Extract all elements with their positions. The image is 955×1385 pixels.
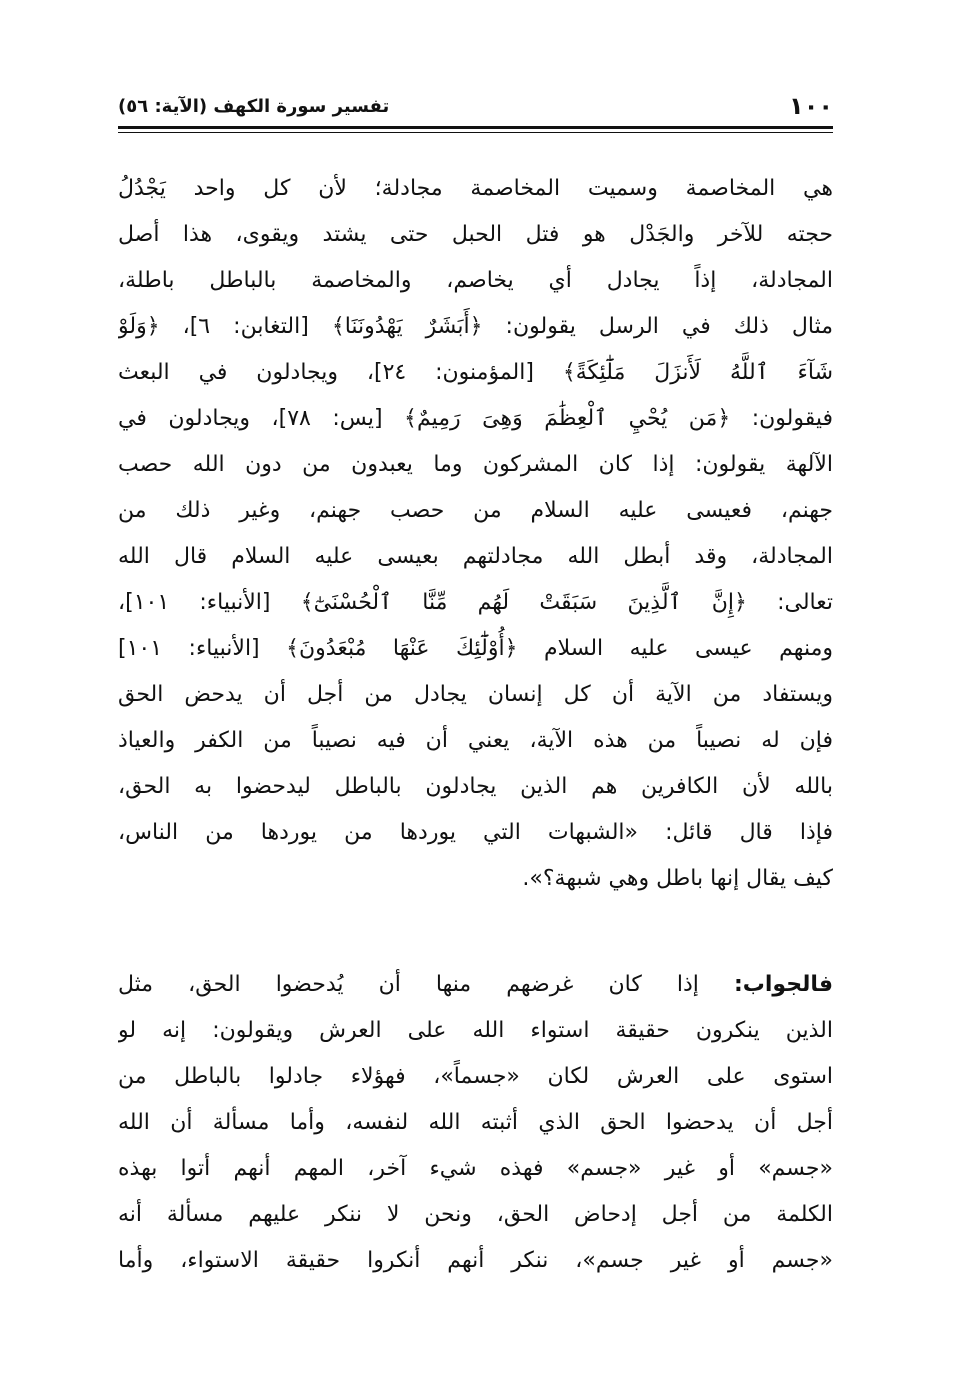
text-line: «جسم» أو غير «جسم» فهذه شيء آخر، المهم أنهم أتوا بهذه (118, 1156, 833, 1181)
text-line: مثال ذلك في الرسل يقولون: ﴿أَبَشَرٌ يَهْدُونَنَا﴾ [التغابن: ٦]، ﴿وَلَوْ (118, 314, 833, 339)
text-line: استوى على العرش لكان «جسماً»، فهؤلاء جادلوا بالباطل من (118, 1064, 833, 1089)
text-line: فيقولون: ﴿مَن يُحْيِ ٱلْعِظَٰمَ وَهِىَ رَمِيمٌ﴾ [يس: ٧٨]، ويجادلون في (118, 406, 833, 431)
text-line: تعالى: ﴿إِنَّ ٱلَّذِينَ سَبَقَتْ لَهُم مِّنَّا ٱلْحُسْنَىٰٓ﴾ [الأنبياء: ١٠١]، (118, 590, 833, 615)
text-line: «جسم أو غير جسم»، ننكر أنهم أنكروا حقيقة الاستواء، وأما (118, 1248, 833, 1273)
running-title: تفسير سورة الكهف (الآية: ٥٦) (118, 95, 390, 117)
text-line: حجته للآخر والجَدْل هو فتل الحبل حتى يشتد ويقوى، هذا أصل (118, 222, 833, 247)
header-rule-thick (118, 126, 833, 129)
text-line: المجادلة، إذاً يجادل أي يخاصم، والمخاصمة بالباطل باطلة، (118, 268, 833, 293)
page-header (118, 88, 833, 124)
text-line: الذين ينكرون حقيقة استواء الله على العرش ويقولون: إنه لو (118, 1018, 833, 1043)
paragraph-2 (118, 962, 833, 1284)
text-line: كيف يقال إنها باطل وهي شبهة؟». (522, 866, 833, 891)
text-fragment: إذا كان غرضهم منها أن يُدحضوا الحق، مثل (118, 972, 734, 997)
text-line: أجل أن يدحضوا الحق الذي أثبته الله لنفسه، وأما مسألة أن الله (118, 1110, 833, 1135)
paragraph-1 (118, 166, 833, 902)
text-line-first (118, 962, 833, 1008)
text-line: ومنهم عيسى عليه السلام ﴿أُوْلَٰٓئِكَ عَنْهَا مُبْعَدُونَ﴾ [الأنبياء: ١٠١] (118, 636, 833, 661)
text-line: الكلمة من أجل إدحاض الحق، ونحن لا ننكر عليهم مسألة أنه (118, 1202, 833, 1227)
text-line: فإذا قال قائل: «الشبهات التي يوردها من يوردها من الناس، (118, 820, 833, 845)
text-line: شَآءَ ٱللَّهُ لَأَنزَلَ مَلَٰٓئِكَةً﴾ [المؤمنون: ٢٤]، ويجادلون في البعث (118, 360, 833, 385)
text-line: ويستفاد من الآية أن كل إنسان يجادل من أجل أن يدحض الحق (118, 682, 833, 707)
page-number: ١٠٠ (789, 92, 833, 120)
answer-lead: فالجواب: (733, 972, 833, 997)
text-line: جهنم، فعيسى عليه السلام من حصب جهنم، وغير ذلك من (118, 498, 833, 523)
header-rule-thin (118, 132, 833, 133)
text-line: فإن له نصيباً من هذه الآية، يعني أن فيه نصيباً من الكفر والعياذ (118, 728, 833, 753)
text-line: هي المخاصمة وسميت المخاصمة مجادلة؛ لأن كل واحد يَجْدُلُ (118, 176, 833, 201)
text-line: بالله لأن الكافرين هم الذين يجادلون بالباطل ليدحضوا به الحق، (118, 774, 833, 799)
text-line: المجادلة، وقد أبطل الله مجادلتهم بعيسى عليه السلام قال الله (118, 544, 833, 569)
text-line: الآلهة يقولون: إذا كان المشركون وما يعبدون من دون الله حصب (118, 452, 833, 477)
